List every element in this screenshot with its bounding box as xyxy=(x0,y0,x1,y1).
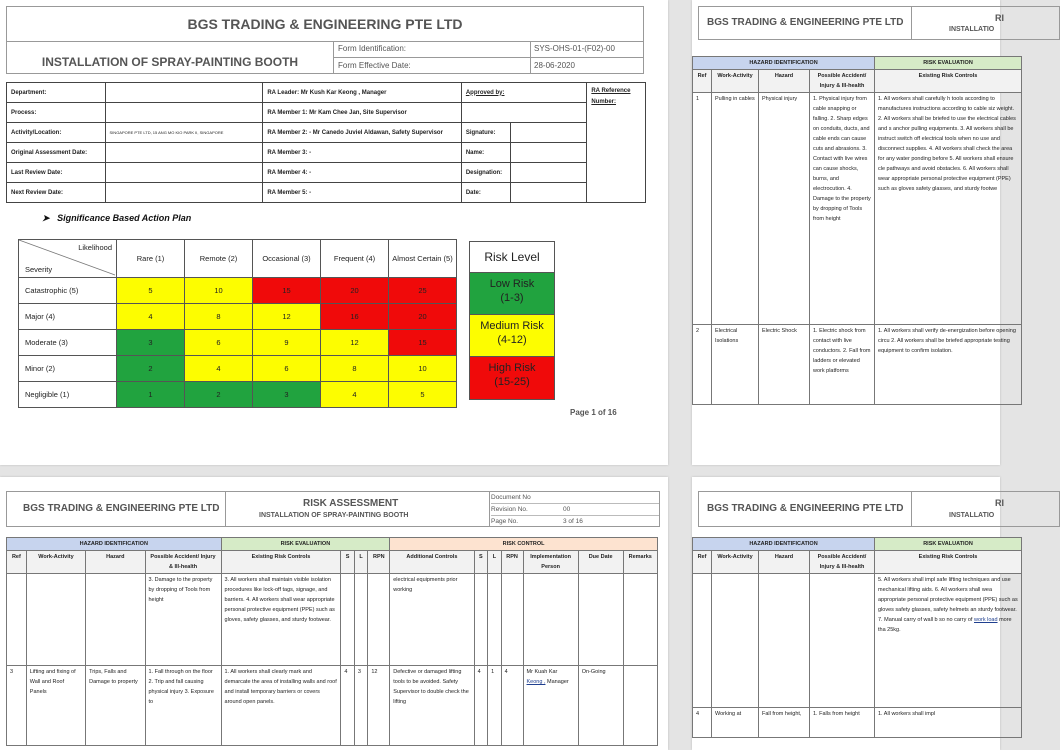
sba-heading: ➤ Significance Based Action Plan xyxy=(42,213,192,223)
col-hazard: Hazard xyxy=(759,551,810,574)
matrix-col-header: Almost Certain (5) xyxy=(389,240,457,278)
document-no-label: Document No xyxy=(491,492,659,504)
matrix-cell: 5 xyxy=(117,278,185,304)
col-ref: Ref xyxy=(693,70,712,93)
matrix-cell: 3 xyxy=(253,382,321,408)
header-subtitle-fragment: INSTALLATIO xyxy=(949,512,995,519)
department-value xyxy=(105,83,263,103)
row-ref: 1 xyxy=(693,93,712,325)
revision-row: Revision No. 00 xyxy=(491,504,659,516)
col-hazard: Hazard xyxy=(86,551,145,574)
row-accident: 1. Fall through on the floor 2. Trip and fall causing physical injury 3. Exposure to xyxy=(145,666,221,746)
col-implementation: Implementation Person xyxy=(523,551,578,574)
matrix-cell: 1 xyxy=(117,382,185,408)
matrix-col-header: Occasional (3) xyxy=(253,240,321,278)
page-no-row: Page No. 3 of 16 xyxy=(491,518,583,525)
col-hazard: Hazard xyxy=(759,70,810,93)
col-possible-accident: Possible Accident/ Injury & Ill-health xyxy=(145,551,221,574)
arrow-bullet-icon: ➤ xyxy=(42,213,50,223)
date-label: Date: xyxy=(461,183,510,203)
matrix-cell: 4 xyxy=(321,382,389,408)
ra-member-2: RA Member 2: - Mr Canedo Juviel Aldawan, Safety Supervisor xyxy=(263,123,462,143)
page-2 xyxy=(692,0,1016,465)
matrix-corner: Likelihood Severity xyxy=(19,240,117,278)
hazard-identification-header: HAZARD IDENTIFICATION xyxy=(693,57,875,70)
col-work-activity: Work-Activity xyxy=(712,551,759,574)
matrix-cell: 12 xyxy=(253,304,321,330)
page-number: Page 1 of 16 xyxy=(570,408,617,417)
ra-member-4: RA Member 4: - xyxy=(263,163,462,183)
col-remarks: Remarks xyxy=(623,551,658,574)
row-s: 4 xyxy=(341,666,355,746)
row-activity: Working at xyxy=(712,708,759,738)
col-work-activity: Work-Activity xyxy=(26,551,85,574)
matrix-col-header: Remote (2) xyxy=(185,240,253,278)
col-possible-accident: Possible Accident/ Injury & Ill-health xyxy=(810,70,875,93)
matrix-cell: 8 xyxy=(321,356,389,382)
original-date-label: Original Assessment Date: xyxy=(7,143,106,163)
row-ref: 2 xyxy=(693,325,712,405)
risk-assessment-title: RISK ASSESSMENT xyxy=(303,498,399,509)
form-date-label: Form Effective Date: xyxy=(338,61,411,70)
ra-reference: RA Reference Number: xyxy=(587,83,646,203)
row-activity: Pulling in cables xyxy=(712,93,759,325)
row-rpn2: 4 xyxy=(501,666,523,746)
matrix-cell: 10 xyxy=(389,356,457,382)
matrix-cell: 20 xyxy=(321,278,389,304)
risk-evaluation-header: RISK EVALUATION xyxy=(875,538,1022,551)
row-additional: electrical equipments prior working xyxy=(390,574,474,666)
form-date-value: 28-06-2020 xyxy=(534,61,575,70)
page-4-header xyxy=(698,491,1060,527)
col-additional-controls: Additional Controls xyxy=(390,551,474,574)
row-hazard: Trips, Falls and Damage to property xyxy=(86,666,145,746)
company-name: BGS TRADING & ENGINEERING PTE LTD xyxy=(707,17,904,28)
page-3-header xyxy=(6,491,660,527)
ra-leader: RA Leader: Mr Kush Kar Keong , Manager xyxy=(263,83,462,103)
col-work-activity: Work-Activity xyxy=(712,70,759,93)
row-accident: 1. Electric shock from contact with live conductors. 2. Fall from ladders or elevated work platforms xyxy=(810,325,875,405)
col-l2: L xyxy=(488,551,502,574)
page-1 xyxy=(0,0,668,465)
row-ref: 3 xyxy=(7,666,27,746)
matrix-cell: 4 xyxy=(117,304,185,330)
risk-table-page-3 xyxy=(6,537,658,746)
matrix-row-label: Major (4) xyxy=(19,304,117,330)
matrix-cell: 15 xyxy=(253,278,321,304)
ra-member-5: RA Member 5: - xyxy=(263,183,462,203)
form-id-label: Form Identification: xyxy=(338,44,407,53)
col-rpn2: RPN xyxy=(501,551,523,574)
row-controls: 1. All workers shall carefully h tools according to manufactures instructions according to cable siz weight. 2. All workers shall be briefed to use the electrical cables and s anchor pulling equipments. 3. All workers shall be instruct switch off electrical tools when no use and disconnect supplies. 4. All workers shall check the area for any water ponding before 5. All workers shall ensure cle pathways and avoid obstacles. 6. All workers shall wear appropriate personal protective equipment (PPE) such as gloves safety glasses, and sturdy footwe xyxy=(875,93,1022,325)
name-label: Name: xyxy=(461,143,510,163)
matrix-cell: 9 xyxy=(253,330,321,356)
col-existing-controls: Existing Risk Controls xyxy=(221,551,341,574)
row-controls: 1. All workers shall verify de-energization before opening circu 2. All workers shall be briefed appropriate testing equipment to confirm isolation. xyxy=(875,325,1022,405)
col-rpn: RPN xyxy=(368,551,390,574)
matrix-row-label: Minor (2) xyxy=(19,356,117,382)
risk-evaluation-header: RISK EVALUATION xyxy=(875,57,1022,70)
activity-label: Activity/Location: xyxy=(7,123,106,143)
matrix-cell: 4 xyxy=(185,356,253,382)
risk-table-page-4 xyxy=(692,537,1022,738)
company-name: BGS TRADING & ENGINEERING PTE LTD xyxy=(707,503,904,514)
row-activity: Lifting and fixing of Wall and Roof Panels xyxy=(26,666,85,746)
assessment-info-table xyxy=(6,82,646,203)
row-rpn: 12 xyxy=(368,666,390,746)
matrix-cell: 6 xyxy=(185,330,253,356)
row-accident: 3. Damage to the property by dropping of Tools from height xyxy=(145,574,221,666)
row-controls: 1. All workers shall impl xyxy=(875,708,1022,738)
row-additional: Defective or damaged lifting tools to be avoided. Safety Supervisor to double check the lifting xyxy=(390,666,474,746)
risk-control-header: RISK CONTROL xyxy=(390,538,658,551)
row-accident: 1. Physical injury from cable snapping or falling. 2. Sharp edges on conduits, ducts, and cable ends can cause cuts and abrasions. 3. Contact with live wires can cause shocks, burns, and electrocution. 4. Damage to the property by dropping of Tools from height xyxy=(810,93,875,325)
process-value xyxy=(105,103,263,123)
col-due-date: Due Date xyxy=(578,551,623,574)
row-l: 3 xyxy=(354,666,368,746)
row-controls: 1. All workers shall clearly mark and demarcate the area of installing walls and roof and install temporary barriers or covers around open panels. xyxy=(221,666,341,746)
col-s2: S xyxy=(474,551,488,574)
last-review-label: Last Review Date: xyxy=(7,163,106,183)
matrix-cell: 20 xyxy=(389,304,457,330)
row-controls: 5. All workers shall impl safe lifting techniques and use mechanical lifting aids. 6. All workers shall wea appropriate personal protective equipment (PPE) such as gloves safety glasses, safety helmets an sturdy footwear. 7. Manual carry of wall b so no carry of work load more tha 25kg. xyxy=(875,574,1022,708)
risk-table-page-2 xyxy=(692,56,1022,405)
matrix-cell: 25 xyxy=(389,278,457,304)
row-controls: 3. All workers shall maintain visible isolation procedures like lock-off tags, signage, and barriers. 4. All workers shall wear appropriate personal protective equipment (PPE) such as gloves, safety glasses, and sturdy footwear. xyxy=(221,574,341,666)
risk-level-legend xyxy=(469,241,555,400)
row-hazard: Physical injury xyxy=(759,93,810,325)
matrix-cell: 16 xyxy=(321,304,389,330)
form-date-row xyxy=(334,58,643,74)
row-implementation: Mr Kuah Kar Keong , Manager xyxy=(523,666,578,746)
matrix-cell: 15 xyxy=(389,330,457,356)
row-hazard: Electric Shock xyxy=(759,325,810,405)
risk-matrix xyxy=(18,239,457,408)
col-ref: Ref xyxy=(693,551,712,574)
header-subtitle-fragment: INSTALLATIO xyxy=(949,26,995,33)
department-label: Department: xyxy=(7,83,106,103)
signature-value xyxy=(510,123,587,143)
document-info xyxy=(491,492,659,527)
col-l: L xyxy=(354,551,368,574)
document-title: INSTALLATION OF SPRAY-PAINTING BOOTH xyxy=(7,41,334,73)
col-existing-controls: Existing Risk Controls xyxy=(875,551,1022,574)
col-possible-accident: Possible Accident/ Injury & Ill-health xyxy=(810,551,875,574)
legend-low: Low Risk (1-3) xyxy=(470,273,554,315)
form-identification-row xyxy=(334,41,643,58)
matrix-cell: 8 xyxy=(185,304,253,330)
row-due-date: On-Going xyxy=(578,666,623,746)
process-label: Process: xyxy=(7,103,106,123)
matrix-row-label: Negligible (1) xyxy=(19,382,117,408)
row-activity: Electrical Isolations xyxy=(712,325,759,405)
form-id-value: SYS-OHS-01-(F02)-00 xyxy=(534,44,615,53)
matrix-cell: 3 xyxy=(117,330,185,356)
hazard-identification-header: HAZARD IDENTIFICATION xyxy=(7,538,222,551)
risk-assessment-subtitle: INSTALLATION OF SPRAY-PAINTING BOOTH xyxy=(259,512,409,519)
row-accident: 1. Falls from height xyxy=(810,708,875,738)
matrix-cell: 6 xyxy=(253,356,321,382)
page-3 xyxy=(0,477,668,750)
legend-medium: Medium Risk (4-12) xyxy=(470,315,554,357)
matrix-cell: 2 xyxy=(185,382,253,408)
next-review-label: Next Review Date: xyxy=(7,183,106,203)
hazard-identification-header: HAZARD IDENTIFICATION xyxy=(693,538,875,551)
col-ref: Ref xyxy=(7,551,27,574)
matrix-col-header: Frequent (4) xyxy=(321,240,389,278)
approved-by-label: Approved by: xyxy=(461,83,587,103)
page-4 xyxy=(692,477,1018,750)
designation-label: Designation: xyxy=(461,163,510,183)
matrix-row-label: Catastrophic (5) xyxy=(19,278,117,304)
legend-high: High Risk (15-25) xyxy=(470,357,554,399)
row-hazard: Fall from height, xyxy=(759,708,810,738)
row-l2: 1 xyxy=(488,666,502,746)
row-ref: 4 xyxy=(693,708,712,738)
ra-member-3: RA Member 3: - xyxy=(263,143,462,163)
risk-evaluation-header: RISK EVALUATION xyxy=(221,538,390,551)
page-2-header xyxy=(698,6,1060,40)
matrix-cell: 10 xyxy=(185,278,253,304)
header-title-fragment: RI xyxy=(995,498,1004,508)
activity-value: SINGAPORE PTE LTD, 15 ANG MO KIO PARK II, SINGAPORE xyxy=(105,123,263,143)
legend-title: Risk Level xyxy=(470,242,554,273)
company-name: BGS TRADING & ENGINEERING PTE LTD xyxy=(23,503,220,514)
form-header xyxy=(6,6,644,74)
signature-label: Signature: xyxy=(461,123,510,143)
matrix-cell: 2 xyxy=(117,356,185,382)
matrix-col-header: Rare (1) xyxy=(117,240,185,278)
ra-member-1: RA Member 1: Mr Kam Chee Jan, Site Supervisor xyxy=(263,103,462,123)
matrix-cell: 12 xyxy=(321,330,389,356)
company-name: BGS TRADING & ENGINEERING PTE LTD xyxy=(7,7,643,42)
col-existing-controls: Existing Risk Controls xyxy=(875,70,1022,93)
header-title-fragment: RI xyxy=(995,13,1004,23)
matrix-cell: 5 xyxy=(389,382,457,408)
row-s2: 4 xyxy=(474,666,488,746)
col-s: S xyxy=(341,551,355,574)
matrix-row-label: Moderate (3) xyxy=(19,330,117,356)
